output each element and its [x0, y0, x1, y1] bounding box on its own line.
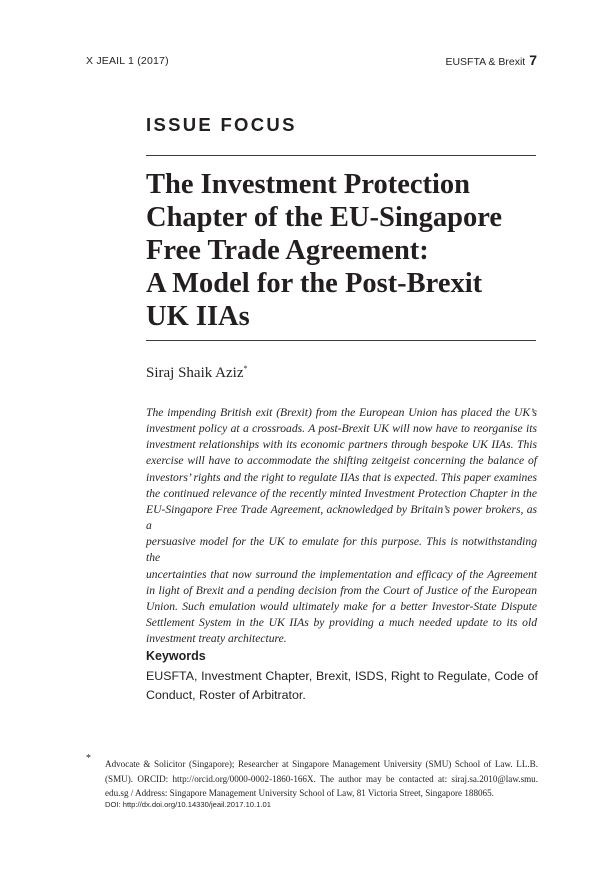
author-name	[146, 364, 248, 382]
running-title: EUSFTA & Brexit	[445, 56, 526, 68]
author-name-text: Siraj Shaik Aziz	[146, 365, 244, 381]
abstract-line: investment relationships with its economic partners through bespoke UK IIAs. This	[146, 438, 537, 452]
doi-link[interactable]: DOI: http://dx.doi.org/10.14330/jeail.2017.10.1.01	[105, 800, 271, 809]
section-label: ISSUE FOCUS	[146, 114, 297, 135]
abstract-line: the continued relevance of the recently minted Investment Protection Chapter in the	[146, 486, 537, 500]
footnote-line: Advocate & Solicitor (Singapore); Researcher at Singapore Management University (SMU) School of Law. LL.B.	[105, 759, 538, 769]
abstract-line: investment treaty architecture.	[146, 632, 287, 646]
footnote-line: edu.sg / Address: Singapore Management University School of Law, 81 Victoria Street, Singapore 188065.	[105, 788, 494, 799]
running-header	[445, 52, 537, 68]
abstract-line: The impending British exit (Brexit) from the European Union has placed the UK’s	[146, 406, 537, 419]
title-rule-bottom	[146, 340, 536, 341]
abstract-line: Settlement System in the UK IIAs by providing a much needed update to its old	[146, 616, 537, 630]
abstract-line: EU-Singapore Free Trade Agreement, acknowledged by Britain’s power brokers, as a	[146, 502, 537, 533]
abstract-line: exercise will have to accommodate the shifting zeitgeist concerning the balance of	[146, 454, 537, 468]
abstract-line: uncertainties that now surround the implementation and efficacy of the Agreement	[146, 567, 537, 581]
title-line: Free Trade Agreement:	[146, 235, 429, 266]
title-rule-top	[146, 155, 536, 156]
author-footnote	[105, 757, 538, 801]
journal-citation: X JEAIL 1 (2017)	[86, 55, 169, 67]
keywords-heading: Keywords	[146, 649, 206, 663]
title-line: A Model for the Post-Brexit	[146, 268, 483, 299]
page-number: 7	[529, 52, 537, 68]
footnote-mark: *	[86, 753, 91, 764]
abstract-line: persuasive model for the UK to emulate for this purpose. This is notwithstanding the	[146, 535, 537, 565]
keywords-line: Conduct, Roster of Arbitrator.	[146, 688, 306, 702]
abstract-line: in light of Brexit and a pending decision from the Court of Justice of the European	[146, 583, 537, 597]
abstract	[146, 405, 537, 647]
article-title	[146, 168, 541, 333]
title-line: Chapter of the EU-Singapore	[146, 202, 502, 233]
title-line: UK IIAs	[146, 301, 250, 332]
author-footnote-mark: *	[243, 364, 248, 373]
abstract-line: investors’ rights and the right to regulate IIAs that is expected. This paper examines	[146, 470, 537, 484]
footnote-line: (SMU). ORCID: http://orcid.org/0000-0002-1860-166X. The author may be contacted at: siraj.sa.2010@law.smu.	[105, 773, 538, 784]
keywords-list	[146, 667, 538, 705]
title-line: The Investment Protection	[146, 169, 471, 200]
keywords-line: EUSFTA, Investment Chapter, Brexit, ISDS, Right to Regulate, Code of	[146, 669, 538, 683]
abstract-line: investment policy at a crossroads. A post-Brexit UK will now have to reorganise its	[146, 422, 537, 436]
abstract-line: Union. Such emulation would ultimately make for a better Investor-State Dispute	[146, 599, 537, 613]
